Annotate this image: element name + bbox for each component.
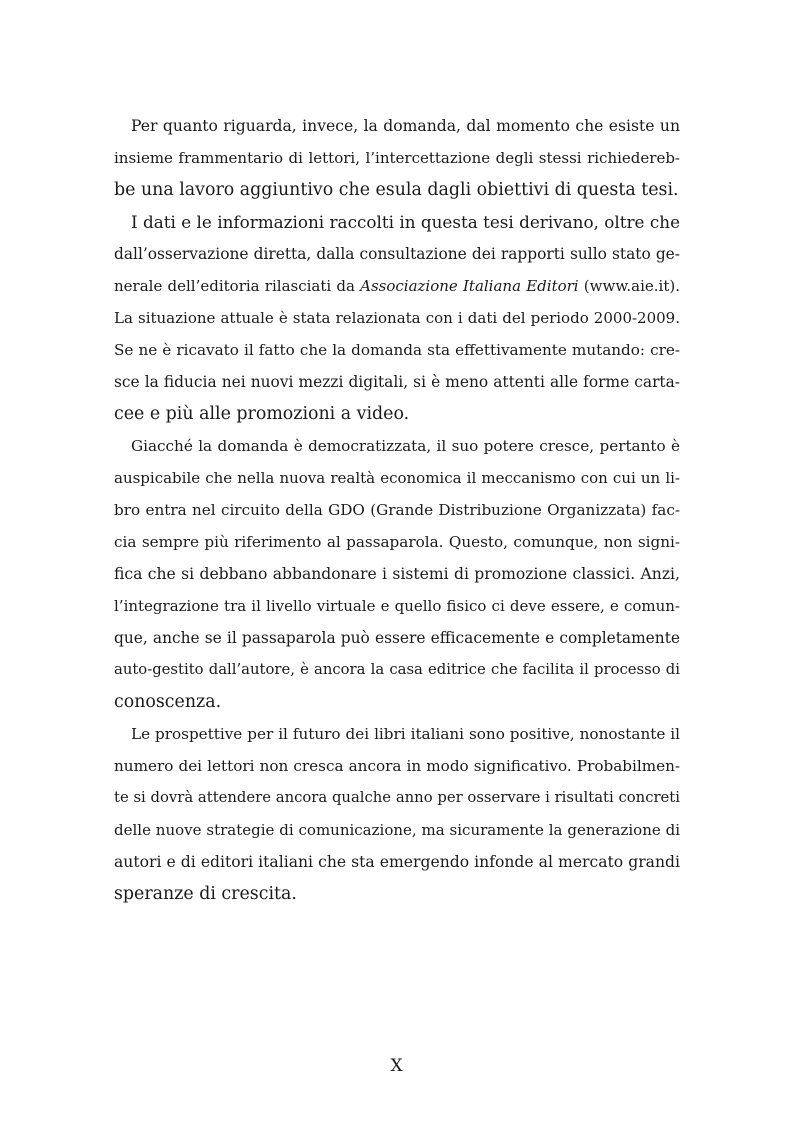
text-line: sce la fiducia nei nuovi mezzi digitali, si è meno attenti alle forme carta- bbox=[114, 373, 680, 391]
text-line bbox=[114, 270, 680, 302]
text-line: te si dovrà attendere ancora qualche anno per osservare i risultati concreti bbox=[114, 789, 680, 806]
text-line: dall’osservazione diretta, dalla consultazione dei rapporti sullo stato ge- bbox=[114, 245, 680, 263]
paragraph-1 bbox=[114, 110, 680, 206]
text-line: cia sempre più riferimento al passaparola. Questo, comunque, non signi- bbox=[114, 533, 680, 551]
text-line: que, anche se il passaparola può essere efficacemente e completamente bbox=[114, 629, 680, 647]
text-fragment: (www.aie.it). bbox=[578, 277, 680, 295]
text-line: numero dei lettori non cresca ancora in modo significativo. Probabilmen- bbox=[114, 757, 680, 775]
text-line: be una lavoro aggiuntivo che esula dagli obiettivi di questa tesi. bbox=[114, 180, 679, 200]
text-line: La situazione attuale è stata relazionata con i dati del periodo 2000-2009. bbox=[114, 309, 680, 327]
text-line: l’integrazione tra il livello virtuale e quello fisico ci deve essere, e comun- bbox=[114, 597, 680, 615]
body-text bbox=[114, 110, 680, 910]
text-line: auspicabile che nella nuova realtà economica il meccanismo con cui un li- bbox=[114, 469, 680, 487]
page-number: X bbox=[390, 1056, 403, 1076]
text-line: Giacché la domanda è democratizzata, il suo potere cresce, pertanto è bbox=[131, 437, 680, 455]
text-line: cee e più alle promozioni a video. bbox=[114, 404, 410, 424]
paragraph-3 bbox=[114, 430, 680, 718]
text-line: insieme frammentario di lettori, l’intercettazione degli stessi richiedereb- bbox=[114, 149, 680, 167]
paragraph-2 bbox=[114, 206, 680, 430]
text-line: fica che si debbano abbandonare i sistemi di promozione classici. Anzi, bbox=[114, 565, 680, 583]
text-line: delle nuove strategie di comunicazione, ma sicuramente la generazione di bbox=[114, 821, 680, 839]
text-line: autori e di editori italiani che sta emergendo infonde al mercato grandi bbox=[114, 853, 680, 871]
text-line: auto-gestito dall’autore, è ancora la casa editrice che facilita il processo di bbox=[114, 661, 680, 678]
paragraph-4 bbox=[114, 718, 680, 910]
text-line: Se ne è ricavato il fatto che la domanda sta effettivamente mutando: cre- bbox=[114, 341, 680, 359]
publisher-name: Associazione Italiana Editori bbox=[360, 277, 579, 295]
text-fragment: nerale dell’editoria rilasciati da bbox=[114, 277, 361, 295]
text-line: bro entra nel circuito della GDO (Grande Distribuzione Organizzata) fac- bbox=[114, 501, 680, 519]
text-line: conoscenza. bbox=[114, 692, 222, 712]
text-line: I dati e le informazioni raccolti in questa tesi derivano, oltre che bbox=[131, 212, 680, 232]
text-line: Le prospettive per il futuro dei libri italiani sono positive, nonostante il bbox=[131, 725, 680, 743]
text-line: speranze di crescita. bbox=[114, 884, 297, 904]
text-line: Per quanto riguarda, invece, la domanda, dal momento che esiste un bbox=[131, 117, 680, 135]
